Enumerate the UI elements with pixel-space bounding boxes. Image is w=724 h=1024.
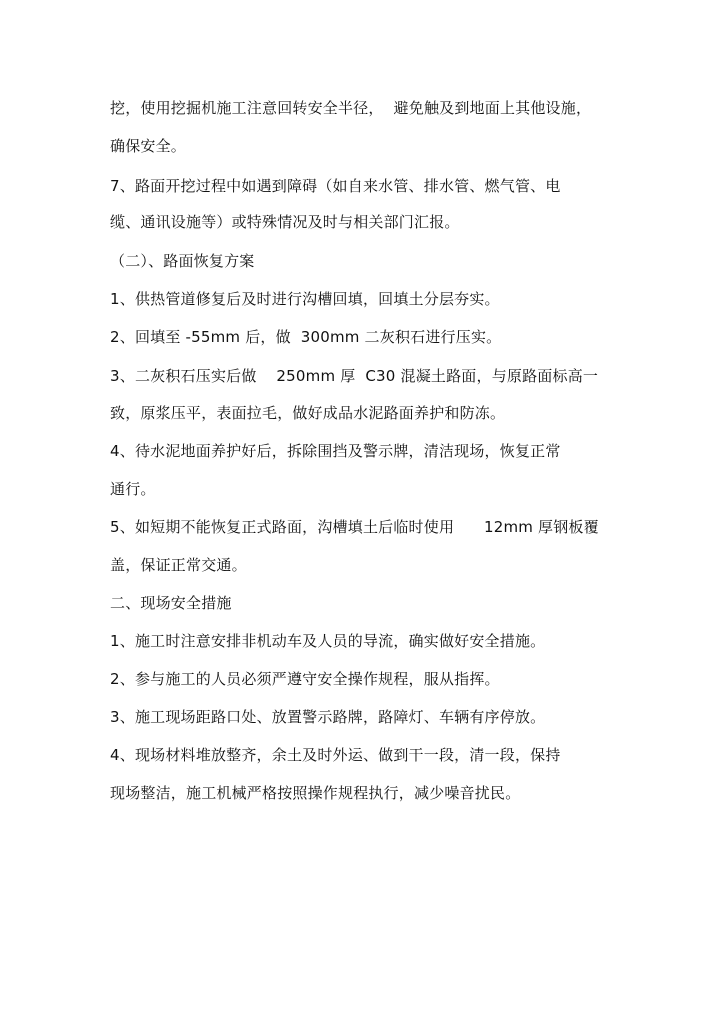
- text-line: 7、路面开挖过程中如遇到障碍（如自来水管、排水管、燃气管、电: [110, 177, 561, 195]
- text-line: 3、施工现场距路口处、放置警示路牌，路障灯、车辆有序停放。: [110, 708, 546, 726]
- text-line: 2、参与施工的人员必须严遵守安全操作规程，服从指挥。: [110, 670, 500, 688]
- text-line: 5、如短期不能恢复正式路面，沟槽填土后临时使用 12mm 厚钢板覆: [110, 518, 599, 536]
- text-line: 挖，使用挖掘机施工注意回转安全半径， 避免触及到地面上其他设施，: [110, 99, 592, 117]
- text-line: 致，原浆压平，表面拉毛，做好成品水泥路面养护和防冻。: [110, 404, 506, 422]
- text-line: 通行。: [110, 480, 156, 498]
- text-line: 现场整洁，施工机械严格按照操作规程执行，减少噪音扰民。: [110, 784, 521, 802]
- text-line: 1、供热管道修复后及时进行沟槽回填，回填土分层夯实。: [110, 290, 500, 308]
- section-heading: （二）、路面恢复方案: [110, 252, 255, 270]
- section-heading: 二、现场安全措施: [110, 594, 232, 612]
- text-line: 缆、通讯设施等）或特殊情况及时与相关部门汇报。: [110, 213, 460, 231]
- text-line: 2、回填至 -55mm 后，做 300mm 二灰积石进行压实。: [110, 328, 502, 346]
- text-line: 1、施工时注意安排非机动车及人员的导流，确实做好安全措施。: [110, 632, 546, 650]
- text-line: 4、现场材料堆放整齐，余土及时外运、做到干一段，清一段，保持: [110, 746, 561, 764]
- text-line: 盖，保证正常交通。: [110, 556, 247, 574]
- text-line: 确保安全。: [110, 137, 187, 155]
- text-line: 4、待水泥地面养护好后，拆除围挡及警示牌，清洁现场，恢复正常: [110, 442, 561, 460]
- text-line: 3、二灰积石压实后做 250mm 厚 C30 混凝土路面，与原路面标高一: [110, 367, 599, 385]
